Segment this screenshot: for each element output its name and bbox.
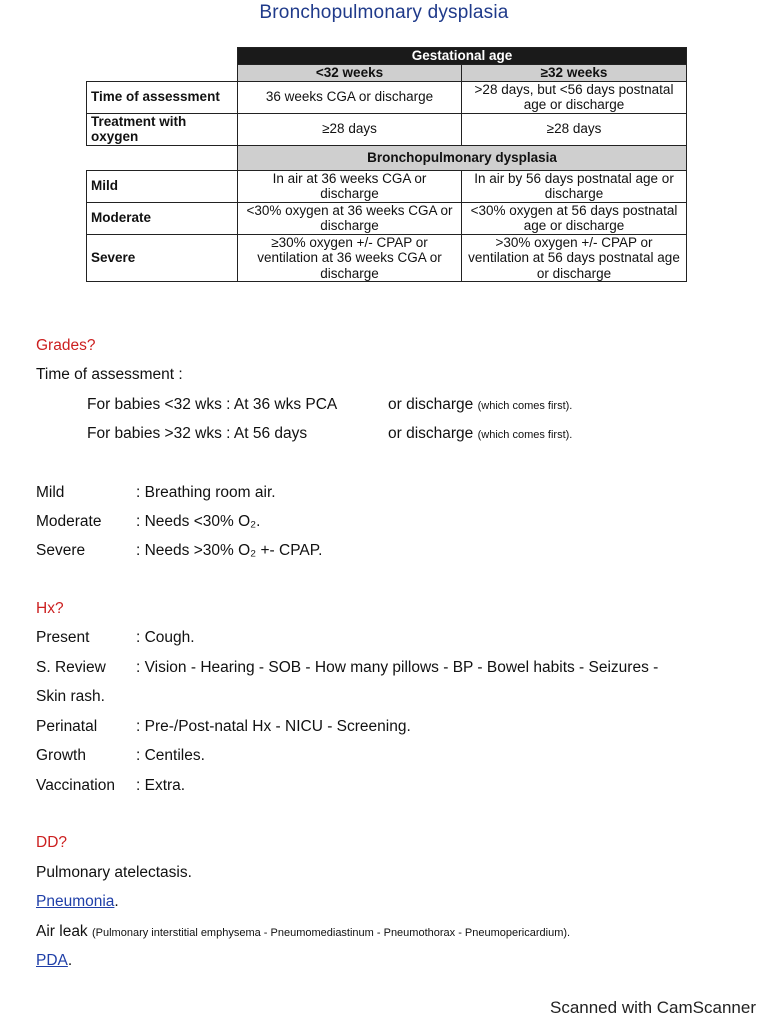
grade-mild-label: Mild [36, 484, 65, 501]
row-label-time: Time of assessment [87, 81, 238, 113]
grade-severe [36, 542, 322, 560]
hx-perinatal-text: : Pre-/Post-natal Hx - NICU - Screening. [136, 718, 411, 735]
grade-moderate [36, 513, 260, 531]
grades-heading: Grades? [36, 337, 96, 354]
cell-severe-lt32: ≥30% oxygen +/- CPAP or ventilation at 36 weeks CGA or discharge [238, 234, 462, 282]
grade-time-lt32-note: (which comes first). [477, 400, 573, 412]
bpd-criteria-table [86, 47, 687, 282]
page-title: Bronchopulmonary dysplasia [259, 2, 509, 23]
table-row [87, 145, 687, 170]
table-row [87, 81, 687, 113]
grade-severe-text: : Needs >30% O₂ +- CPAP. [136, 542, 323, 559]
dd-item-pda: PDA. [36, 952, 73, 969]
pda-link[interactable]: PDA [36, 952, 68, 969]
row-label-treatment: Treatment with oxygen [87, 113, 238, 145]
table-row [87, 170, 687, 202]
air-leak-note: (Pulmonary interstitial emphysema - Pneumomediastinum - Pneumothorax - Pneumopericardium). [92, 927, 571, 939]
cell-mild-lt32: In air at 36 weeks CGA or discharge [238, 170, 462, 202]
grade-moderate-text: : Needs <30% O₂. [136, 513, 261, 530]
cell-moderate-ge32: <30% oxygen at 56 days postnatal age or discharge [462, 202, 687, 234]
air-leak-text: Air leak [36, 923, 88, 940]
grade-time-gt32-text: For babies >32 wks : At 56 days [87, 425, 308, 442]
dd-heading: DD? [36, 834, 68, 851]
grade-time-lt32-discharge: or discharge (which comes first). [388, 396, 573, 413]
hx-review-text: : Vision - Hearing - SOB - How many pillows - BP - Bowel habits - Seizures - [136, 659, 659, 676]
hx-review-continued: Skin rash. [36, 688, 105, 705]
table-row [87, 113, 687, 145]
time-of-assessment-heading: Time of assessment : [36, 366, 183, 383]
hx-growth [36, 747, 205, 765]
grade-time-lt32-text: For babies <32 wks : At 36 wks PCA [87, 396, 338, 413]
row-label-severe: Severe [87, 234, 238, 282]
scanner-watermark: Scanned with CamScanner [549, 998, 756, 1017]
hx-vaccination [36, 777, 185, 795]
table-row [87, 202, 687, 234]
hx-vaccination-text: : Extra. [136, 777, 186, 794]
grade-mild [36, 484, 276, 502]
dd-item-pneumonia: Pneumonia. [36, 893, 119, 910]
grade-time-gt32-note: (which comes first). [477, 429, 573, 441]
hx-growth-label: Growth [36, 747, 86, 764]
hx-present-text: : Cough. [136, 629, 195, 646]
hx-heading: Hx? [36, 600, 64, 617]
table-row [87, 48, 687, 65]
grade-mild-text: : Breathing room air. [136, 484, 276, 501]
cell-treat-ge32: ≥28 days [462, 113, 687, 145]
col-header-lt32: <32 weeks [238, 65, 462, 82]
grade-time-gt32 [87, 425, 307, 443]
gestational-age-header: Gestational age [238, 48, 687, 65]
row-label-mild: Mild [87, 170, 238, 202]
hx-perinatal [36, 718, 411, 736]
bpd-header: Bronchopulmonary dysplasia [238, 145, 687, 170]
row-label-moderate: Moderate [87, 202, 238, 234]
hx-present-label: Present [36, 629, 90, 646]
pneumonia-link[interactable]: Pneumonia [36, 893, 115, 910]
grade-time-gt32-discharge: or discharge (which comes first). [388, 425, 573, 442]
table-row [87, 234, 687, 282]
hx-perinatal-label: Perinatal [36, 718, 98, 735]
dd-item-atelectasis: Pulmonary atelectasis. [36, 864, 192, 881]
hx-vaccination-label: Vaccination [36, 777, 115, 794]
grade-time-lt32 [87, 396, 337, 414]
hx-growth-text: : Centiles. [136, 747, 205, 764]
cell-mild-ge32: In air by 56 days postnatal age or discharge [462, 170, 687, 202]
cell-moderate-lt32: <30% oxygen at 36 weeks CGA or discharge [238, 202, 462, 234]
col-header-ge32: ≥32 weeks [462, 65, 687, 82]
hx-systems-review [36, 659, 658, 677]
grade-moderate-label: Moderate [36, 513, 102, 530]
cell-severe-ge32: >30% oxygen +/- CPAP or ventilation at 56 days postnatal age or discharge [462, 234, 687, 282]
cell-time-lt32: 36 weeks CGA or discharge [238, 81, 462, 113]
grade-severe-label: Severe [36, 542, 86, 559]
table-row [87, 65, 687, 82]
hx-review-label: S. Review [36, 659, 106, 676]
cell-treat-lt32: ≥28 days [238, 113, 462, 145]
cell-time-ge32: >28 days, but <56 days postnatal age or discharge [462, 81, 687, 113]
hx-present [36, 629, 195, 647]
dd-item-air-leak [36, 923, 570, 941]
